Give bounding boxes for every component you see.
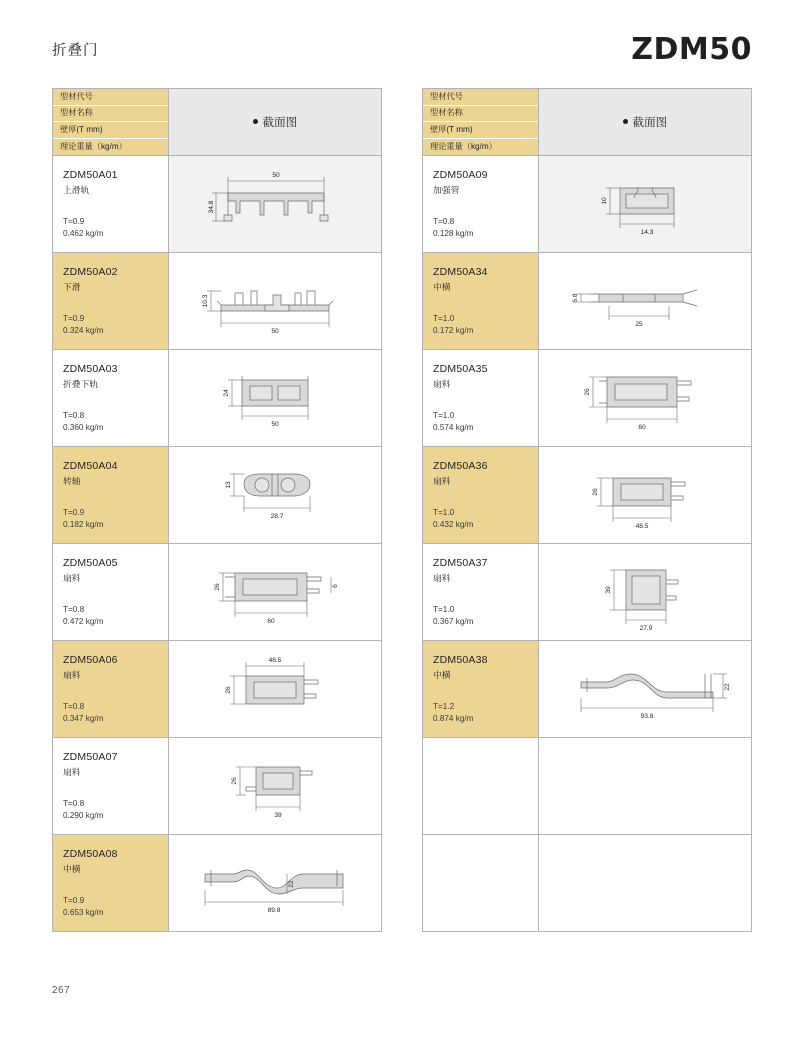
header-section-label: 截面图: [262, 117, 298, 129]
header-section-label: 截面图: [632, 117, 668, 129]
profile-code: ZDM50A38: [433, 654, 488, 666]
section-figure: [539, 544, 751, 640]
profile-weight: 0.360 kg/m: [63, 423, 104, 433]
profile-weight: 0.432 kg/m: [433, 520, 474, 530]
row-info: [53, 447, 169, 543]
profile-thickness: T=0.8: [63, 604, 85, 614]
section-figure: [169, 156, 381, 252]
figure-zdm50a35: [565, 359, 725, 437]
profile-name: 扇料: [63, 670, 81, 681]
profile-specs: [63, 216, 104, 241]
table-row: [423, 835, 751, 932]
profile-name: 扇料: [433, 573, 451, 584]
dim-label: 6.8: [571, 293, 579, 303]
section-figure: [169, 350, 381, 446]
section-figure: [539, 641, 751, 737]
table-header-left: [53, 89, 381, 156]
dim-label: 26: [583, 388, 591, 396]
section-figure: [539, 253, 751, 349]
table-row: [53, 350, 381, 447]
dim-label: 22: [288, 880, 296, 888]
profile-name: 中横: [63, 864, 81, 875]
section-figure: [169, 835, 381, 931]
profile-name: 转轴: [63, 476, 81, 487]
profile-thickness: T=0.8: [63, 410, 85, 420]
figure-zdm50a05: [195, 553, 355, 631]
profile-code: ZDM50A07: [63, 751, 118, 763]
dim-label: 27.9: [639, 625, 653, 632]
profile-code: ZDM50A04: [63, 460, 118, 472]
figure-zdm50a37: [570, 550, 720, 634]
profile-weight: 0.653 kg/m: [63, 908, 104, 918]
profile-name: 扇料: [63, 767, 81, 778]
profile-name: 折叠下轨: [63, 379, 99, 390]
profile-name: 中横: [433, 670, 451, 681]
profile-name: 中横: [433, 282, 451, 293]
dim-label: 93.8: [640, 713, 654, 720]
table-row: [53, 641, 381, 738]
profile-weight: 0.128 kg/m: [433, 229, 474, 239]
header-label-code: 型材代号: [53, 89, 168, 106]
profile-code: ZDM50A08: [63, 848, 118, 860]
profile-code: ZDM50A06: [63, 654, 118, 666]
profile-specs: [433, 604, 474, 629]
table-row: [423, 350, 751, 447]
figure-zdm50a08: [187, 848, 362, 918]
dim-label: 34.8: [207, 200, 215, 214]
profile-weight: 0.574 kg/m: [433, 423, 474, 433]
table-row: [423, 641, 751, 738]
dim-label: 39: [604, 586, 612, 594]
row-info: [423, 738, 539, 834]
bullet-icon: [623, 119, 628, 124]
profile-thickness: T=0.8: [63, 701, 85, 711]
profile-specs: [433, 313, 474, 338]
row-info: [53, 641, 169, 737]
figure-zdm50a04: [200, 458, 350, 532]
profile-thickness: T=0.9: [63, 507, 85, 517]
table-row: [423, 738, 751, 835]
figure-zdm50a38: [555, 654, 735, 724]
row-info: [423, 447, 539, 543]
profile-weight: 0.874 kg/m: [433, 714, 474, 724]
dim-label: 48.5: [635, 523, 649, 530]
header-label-name: 型材名称: [53, 106, 168, 123]
table-row: [423, 447, 751, 544]
section-figure: [169, 447, 381, 543]
row-info: [53, 544, 169, 640]
figure-zdm50a06: [200, 648, 350, 730]
profile-thickness: T=1.0: [433, 313, 455, 323]
profile-specs: [63, 701, 104, 726]
profile-name: 扇料: [433, 379, 451, 390]
row-info: [53, 835, 169, 931]
profile-code: ZDM50A35: [433, 363, 488, 375]
table-row: [53, 447, 381, 544]
profile-thickness: T=1.2: [433, 701, 455, 711]
profile-thickness: T=0.8: [63, 798, 85, 808]
profile-code: ZDM50A36: [433, 460, 488, 472]
table-header-labels: [53, 89, 169, 155]
profile-code: ZDM50A09: [433, 169, 488, 181]
profile-code: ZDM50A37: [433, 557, 488, 569]
profile-specs: [63, 410, 104, 435]
dim-label: 89.8: [267, 907, 281, 914]
table-row: [53, 156, 381, 253]
profile-code: ZDM50A02: [63, 266, 118, 278]
dim-label: 48.5: [268, 657, 282, 664]
figure-zdm50a36: [567, 456, 722, 534]
profile-thickness: T=0.9: [63, 895, 85, 905]
profile-specs: [433, 216, 474, 241]
series-code: ZDM50: [631, 31, 752, 67]
profile-specs: [433, 701, 474, 726]
dim-label: 26: [224, 686, 232, 694]
row-info: [53, 156, 169, 252]
profile-thickness: T=1.0: [433, 604, 455, 614]
profile-weight: 0.472 kg/m: [63, 617, 104, 627]
section-figure: [539, 447, 751, 543]
row-info: [423, 350, 539, 446]
profile-thickness: T=0.9: [63, 216, 85, 226]
profile-specs: [63, 313, 104, 338]
profile-weight: 0.324 kg/m: [63, 326, 104, 336]
dim-label: 28.7: [270, 513, 284, 520]
table-row: [53, 835, 381, 932]
bullet-icon: [253, 119, 258, 124]
profile-name: 扇料: [433, 476, 451, 487]
profile-specs: [433, 507, 474, 532]
table-row: [423, 156, 751, 253]
row-info: [53, 253, 169, 349]
dim-label: 26: [213, 583, 221, 591]
profile-specs: [63, 604, 104, 629]
profile-thickness: T=0.8: [433, 216, 455, 226]
dim-label: 26: [592, 488, 600, 496]
section-figure: [169, 253, 381, 349]
profile-specs: [63, 895, 104, 920]
dim-label: 22: [723, 683, 731, 691]
profile-name: 下滑: [63, 282, 81, 293]
table-header-section: [539, 89, 751, 155]
section-figure: [539, 835, 751, 931]
profile-weight: 0.182 kg/m: [63, 520, 104, 530]
figure-zdm50a01: [200, 163, 350, 245]
profile-table-right: [422, 88, 752, 932]
header-label-weight: 理论重量（kg/m）: [423, 139, 538, 156]
dim-label: 50: [272, 172, 280, 179]
row-info: [423, 253, 539, 349]
row-info: [423, 641, 539, 737]
profile-tables: [52, 88, 752, 932]
profile-code: ZDM50A05: [63, 557, 118, 569]
section-figure: [169, 641, 381, 737]
profile-thickness: T=1.0: [433, 410, 455, 420]
table-row: [53, 738, 381, 835]
profile-specs: [63, 507, 104, 532]
profile-weight: 0.172 kg/m: [433, 326, 474, 336]
dim-label: 60: [267, 618, 275, 625]
row-info: [423, 544, 539, 640]
profile-thickness: T=1.0: [433, 507, 455, 517]
header-label-thickness: 壁厚(T mm): [53, 122, 168, 139]
table-row: [53, 253, 381, 350]
dim-label: 6: [331, 584, 339, 588]
dim-label: 13: [224, 481, 232, 489]
dim-label: 50: [271, 328, 279, 335]
profile-weight: 0.347 kg/m: [63, 714, 104, 724]
header-label-code: 型材代号: [423, 89, 538, 106]
figure-zdm50a02: [195, 261, 355, 341]
section-figure: [539, 738, 751, 834]
figure-zdm50a34: [565, 266, 725, 336]
dim-label: 10.3: [201, 294, 209, 308]
row-info: [423, 835, 539, 931]
table-header-section: [169, 89, 381, 155]
dim-label: 50: [271, 421, 279, 428]
header-label-weight: 理论重量（kg/m）: [53, 139, 168, 156]
profile-name: 扇料: [63, 573, 81, 584]
dim-label: 26: [230, 777, 238, 785]
section-figure: [169, 544, 381, 640]
table-row: [53, 544, 381, 641]
figure-zdm50a03: [200, 362, 350, 434]
profile-code: ZDM50A01: [63, 169, 118, 181]
row-info: [53, 738, 169, 834]
profile-table-left: [52, 88, 382, 932]
profile-code: ZDM50A34: [433, 266, 488, 278]
profile-weight: 0.462 kg/m: [63, 229, 104, 239]
profile-name: 加强管: [433, 185, 460, 196]
section-figure: [169, 738, 381, 834]
profile-specs: [433, 410, 474, 435]
header-label-name: 型材名称: [423, 106, 538, 123]
header-label-thickness: 壁厚(T mm): [423, 122, 538, 139]
profile-specs: [63, 798, 104, 823]
table-header-labels: [423, 89, 539, 155]
profile-thickness: T=0.9: [63, 313, 85, 323]
dim-label: 60: [638, 424, 646, 431]
row-info: [423, 156, 539, 252]
dim-label: 39: [274, 812, 282, 819]
page-number: 267: [52, 985, 71, 996]
section-figure: [539, 350, 751, 446]
dim-label: 25: [635, 321, 643, 328]
table-row: [423, 253, 751, 350]
figure-zdm50a09: [570, 164, 720, 244]
dim-label: 24: [222, 389, 230, 397]
profile-name: 上滑轨: [63, 185, 90, 196]
dim-label: 10: [600, 197, 608, 205]
figure-zdm50a07: [200, 747, 350, 825]
row-info: [53, 350, 169, 446]
page-header: [52, 30, 752, 68]
table-row: [423, 544, 751, 641]
section-figure: [539, 156, 751, 252]
profile-weight: 0.367 kg/m: [433, 617, 474, 627]
page-title: 折叠门: [52, 42, 99, 59]
dim-label: 14.3: [640, 229, 654, 236]
table-header-right: [423, 89, 751, 156]
profile-code: ZDM50A03: [63, 363, 118, 375]
profile-weight: 0.290 kg/m: [63, 811, 104, 821]
